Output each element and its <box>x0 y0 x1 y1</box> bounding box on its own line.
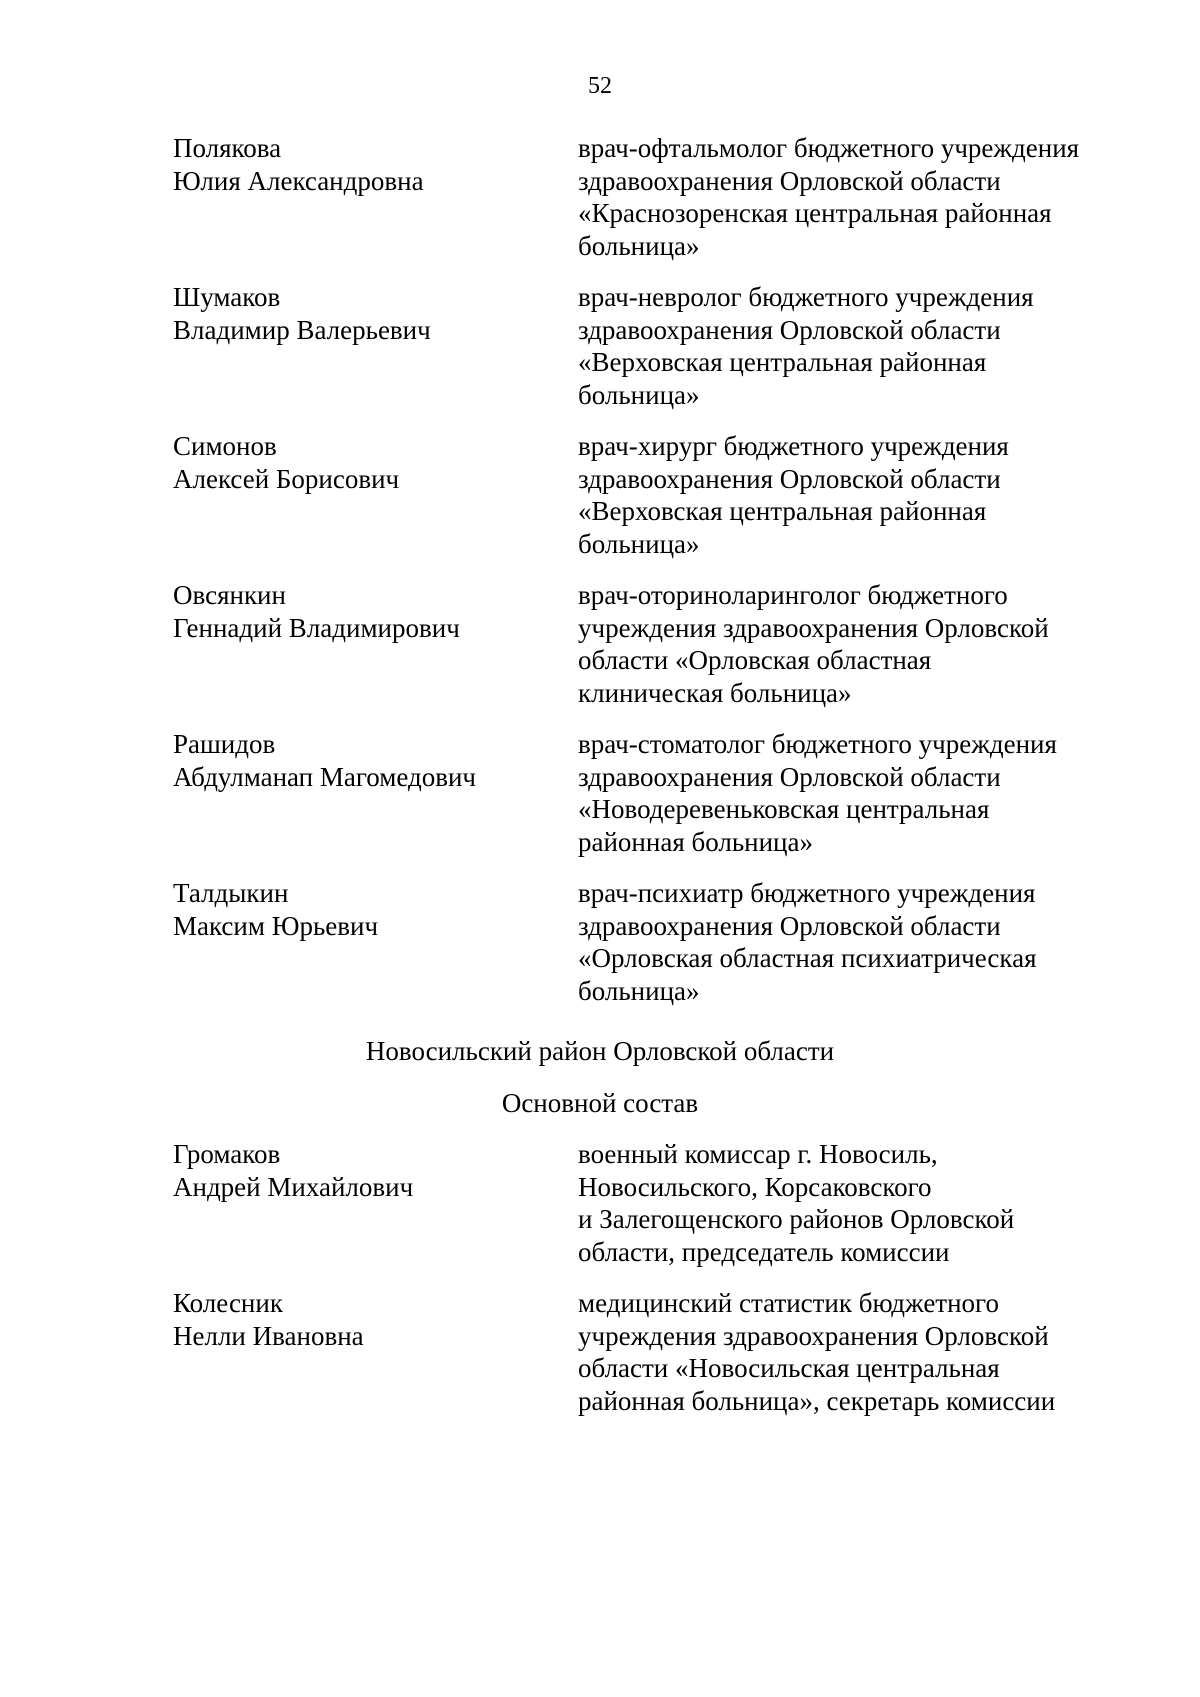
member-surname: Шумаков <box>173 282 281 312</box>
position-line: здравоохранения Орловской области <box>578 761 1001 792</box>
member-given-names: Юлия Александровна <box>173 165 424 196</box>
position-line: врач-офтальмолог бюджетного учреждения <box>578 133 1080 163</box>
member-surname: Колесник <box>173 1288 283 1318</box>
position-line: здравоохранения Орловской области <box>578 910 1001 941</box>
member-surname: Рашидов <box>173 729 276 759</box>
position-line: и Залегощенского районов Орловской <box>578 1204 1015 1234</box>
member-name <box>173 728 553 793</box>
member-position <box>578 1138 1138 1268</box>
position-line: «Новодеревеньковская центральная <box>578 794 990 824</box>
position-line: клиническая больница» <box>578 677 852 708</box>
member-given-names: Геннадий Владимирович <box>173 612 460 643</box>
member-surname: Талдыкин <box>173 878 289 908</box>
member-position <box>578 430 1138 560</box>
position-line: районная больница», секретарь комиссии <box>578 1385 1056 1416</box>
position-line: врач-хирург бюджетного учреждения <box>578 431 1009 461</box>
composition-heading: Основной состав <box>501 1088 699 1118</box>
position-line: области «Орловская областная <box>578 645 932 675</box>
member-name <box>173 1287 553 1352</box>
member-given-names: Максим Юрьевич <box>173 910 379 941</box>
member-name <box>173 430 553 495</box>
position-line: врач-оториноларинголог бюджетного <box>578 580 1008 610</box>
position-line: медицинский статистик бюджетного <box>578 1288 999 1318</box>
member-name <box>173 281 553 346</box>
member-name <box>173 1138 553 1203</box>
position-line: здравоохранения Орловской области <box>578 463 1001 494</box>
member-given-names: Андрей Михайлович <box>173 1171 414 1202</box>
page-number: 52 <box>588 73 612 99</box>
member-position <box>578 1287 1138 1417</box>
position-line: больница» <box>578 528 700 559</box>
position-line: врач-стоматолог бюджетного учреждения <box>578 729 1057 759</box>
member-given-names: Владимир Валерьевич <box>173 314 431 345</box>
position-line: области «Новосильская центральная <box>578 1353 1000 1383</box>
position-line: больница» <box>578 975 700 1006</box>
member-position <box>578 877 1138 1007</box>
position-line: врач-психиатр бюджетного учреждения <box>578 878 1036 908</box>
position-line: «Краснозоренская центральная районная <box>578 198 1052 228</box>
member-position <box>578 579 1138 709</box>
member-given-names: Алексей Борисович <box>173 463 400 494</box>
position-line: «Верховская центральная районная <box>578 347 987 377</box>
position-line: учреждения здравоохранения Орловской <box>578 612 1049 643</box>
position-line: больница» <box>578 379 700 410</box>
member-name <box>173 877 553 942</box>
member-surname: Симонов <box>173 431 277 461</box>
member-surname: Громаков <box>173 1139 281 1169</box>
position-line: районная больница» <box>578 826 813 857</box>
position-line: учреждения здравоохранения Орловской <box>578 1320 1049 1351</box>
member-position <box>578 132 1138 262</box>
position-line: врач-невролог бюджетного учреждения <box>578 282 1034 312</box>
member-given-names: Нелли Ивановна <box>173 1320 364 1351</box>
member-name <box>173 132 553 197</box>
member-surname: Полякова <box>173 133 282 163</box>
member-position <box>578 728 1138 858</box>
district-heading: Новосильский район Орловской области <box>365 1036 835 1066</box>
position-line: Новосильского, Корсаковского <box>578 1171 932 1202</box>
member-position <box>578 281 1138 411</box>
position-line: больница» <box>578 230 700 261</box>
position-line: здравоохранения Орловской области <box>578 314 1001 345</box>
position-line: области, председатель комиссии <box>578 1236 950 1267</box>
position-line: «Верховская центральная районная <box>578 496 987 526</box>
member-given-names: Абдулманап Магомедович <box>173 761 476 792</box>
member-surname: Овсянкин <box>173 580 286 610</box>
position-line: здравоохранения Орловской области <box>578 165 1001 196</box>
position-line: военный комиссар г. Новосиль, <box>578 1139 938 1169</box>
position-line: «Орловская областная психиатрическая <box>578 943 1037 973</box>
member-name <box>173 579 553 644</box>
